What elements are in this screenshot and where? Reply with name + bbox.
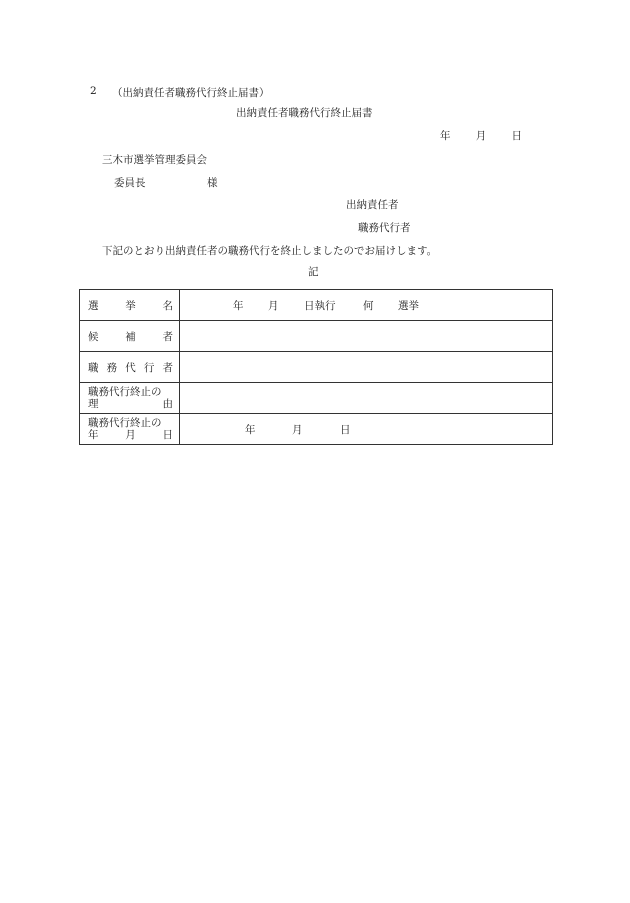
label-termination-date: 職務代行終止の 年 月 日 xyxy=(80,414,180,445)
label-candidate: 候 補 者 xyxy=(80,321,180,352)
date-line xyxy=(440,128,522,143)
value-termination-date[interactable]: 年 月 日 xyxy=(180,414,553,445)
label-acting-officer: 職 務 代 行 者 xyxy=(80,352,180,383)
value-election-name[interactable]: 年 月 日執行 何 選挙 xyxy=(180,290,553,321)
value-acting-officer[interactable] xyxy=(180,352,553,383)
table-row xyxy=(80,414,553,445)
section-number: 2 xyxy=(90,85,97,97)
sender-role: 出納責任者 xyxy=(346,199,399,211)
table-row xyxy=(80,321,553,352)
value-termination-reason[interactable] xyxy=(180,383,553,414)
label-termination-reason: 職務代行終止の 理 由 xyxy=(80,383,180,414)
addressee-title: 委員長 xyxy=(114,177,146,189)
honorific: 様 xyxy=(207,177,218,189)
ki-mark: 記 xyxy=(308,266,319,278)
table-row xyxy=(80,383,553,414)
addressee: 三木市選挙管理委員会 xyxy=(102,154,207,166)
table-row xyxy=(80,352,553,383)
table-row xyxy=(80,290,553,321)
label-election-name: 選 挙 名 xyxy=(80,290,180,321)
date-month-label: 月 xyxy=(475,130,487,142)
notification-table xyxy=(79,289,553,445)
body-text: 下記のとおり出納責任者の職務代行を終止しましたのでお届けします。 xyxy=(102,245,438,257)
date-year-label: 年 xyxy=(440,130,451,142)
date-day-label: 日 xyxy=(511,130,522,142)
value-candidate[interactable] xyxy=(180,321,553,352)
sender-sub: 職務代行者 xyxy=(358,222,411,234)
document-title: 出納責任者職務代行終止届書 xyxy=(236,107,373,119)
section-heading: （出納責任者職務代行終止届書） xyxy=(112,87,270,99)
